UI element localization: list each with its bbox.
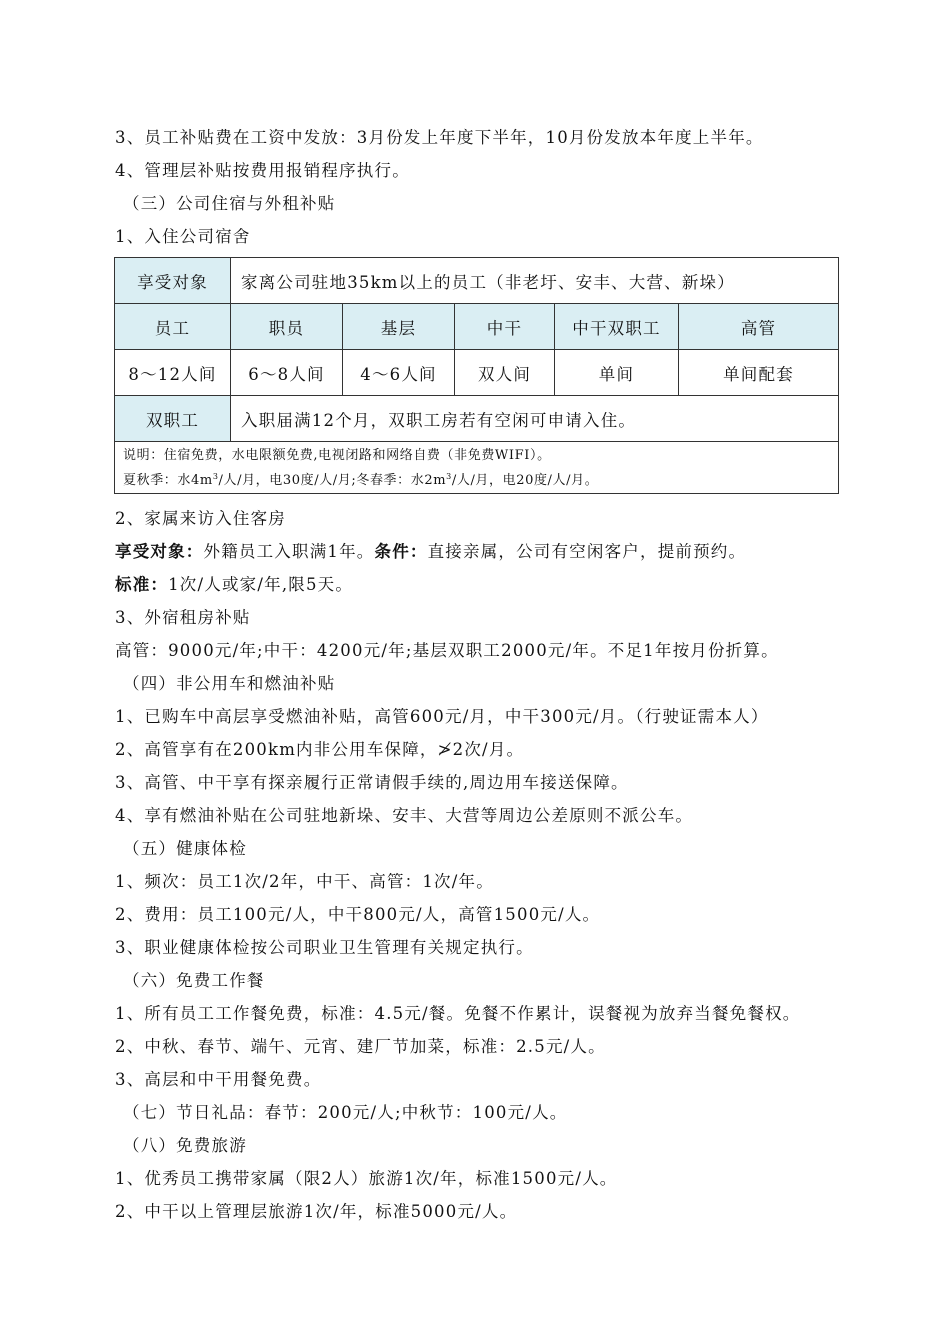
section-heading: （八）免费旅游 (123, 1136, 247, 1155)
note-line: 说明：住宿免费，水电限额免费,电视闭路和网络自费（非免费WIFI）。 (123, 447, 551, 463)
table-cell: 8～12人间 (115, 350, 231, 396)
text-line: 1、已购车中高层享受燃油补贴，高管600元/月，中干300元/月。（行驶证需本人） (115, 707, 769, 726)
section-heading: （七）节日礼品：春节：200元/人;中秋节：100元/人。 (123, 1103, 568, 1122)
bold-label: 享受对象： (115, 542, 204, 561)
table-header-row (115, 304, 839, 350)
table-cell: 单间配套 (679, 350, 839, 396)
text-line: 1、优秀员工携带家属（限2人）旅游1次/年，标准1500元/人。 (115, 1169, 618, 1188)
section-heading: （六）免费工作餐 (123, 971, 265, 990)
superscript: 3 (446, 471, 452, 481)
note-text: /人/月，电20度/人/月。 (451, 472, 599, 488)
superscript: 3 (212, 471, 219, 481)
text-line: 2、中干以上管理层旅游1次/年，标准5000元/人。 (115, 1202, 518, 1221)
text-line: 1、频次：员工1次/2年，中干、高管：1次/年。 (115, 872, 494, 891)
table-label-cell: 双职工 (115, 396, 231, 442)
table-header-cell: 职员 (231, 304, 343, 350)
text-line: 2、费用：员工100元/人，中干800元/人，高管1500元/人。 (115, 905, 601, 924)
note-line (123, 466, 830, 491)
text-line: 3、职业健康体检按公司职业卫生管理有关规定执行。 (115, 938, 534, 957)
bold-label: 条件： (374, 542, 428, 561)
text-line: 4、享有燃油补贴在公司驻地新垛、安丰、大营等周边公差原则不派公车。 (115, 806, 694, 825)
table-cell: 家离公司驻地35km以上的员工（非老圩、安丰、大营、新垛） (231, 258, 839, 304)
text-span: 外籍员工入职满1年。 (203, 542, 375, 561)
table-label-cell: 享受对象 (115, 258, 231, 304)
table-note-row (115, 442, 839, 494)
bold-label: 标准： (115, 575, 169, 594)
dormitory-table (114, 257, 839, 494)
table-row (115, 396, 839, 442)
note-text: 夏秋季：水4m (123, 472, 213, 488)
subsection-heading: 2、家属来访入住客房 (115, 509, 286, 528)
text-line (115, 541, 746, 563)
table-header-cell: 基层 (343, 304, 455, 350)
table-cell: 双人间 (455, 350, 555, 396)
table-cell: 入职届满12个月，双职工房若有空闲可申请入住。 (231, 396, 839, 442)
section-heading: （三）公司住宿与外租补贴 (123, 194, 336, 213)
text-line: 2、中秋、春节、端午、元宵、建厂节加菜，标准：2.5元/人。 (115, 1037, 606, 1056)
text-line: 高管：9000元/年;中干：4200元/年;基层双职工2000元/年。不足1年按月份折算。 (115, 641, 779, 660)
table-row (115, 350, 839, 396)
table-cell: 6～8人间 (231, 350, 343, 396)
table-cell: 单间 (555, 350, 679, 396)
table-header-cell: 员工 (115, 304, 231, 350)
text-line: 1、所有员工工作餐免费，标准：4.5元/餐。免餐不作累计，误餐视为放弃当餐免餐权。 (115, 1004, 801, 1023)
table-note (115, 442, 839, 494)
table-cell: 4～6人间 (343, 350, 455, 396)
text-line: 2、高管享有在200km内非公用车保障，≯2次/月。 (115, 740, 525, 759)
table-header-cell: 中干 (455, 304, 555, 350)
text-line: 3、员工补贴费在工资中发放：3月份发上年度下半年，10月份发放本年度上半年。 (115, 128, 764, 147)
section-heading: （四）非公用车和燃油补贴 (123, 674, 336, 693)
text-span: 直接亲属，公司有空闲客户，提前预约。 (427, 542, 747, 561)
text-line: 3、高层和中干用餐免费。 (115, 1070, 322, 1089)
table-row (115, 258, 839, 304)
table-header-cell: 高管 (679, 304, 839, 350)
table-header-cell: 中干双职工 (555, 304, 679, 350)
section-heading: （五）健康体检 (123, 839, 247, 858)
note-text: /人/月，电30度/人/月;冬春季：水2m (218, 472, 447, 488)
text-line: 3、高管、中干享有探亲履行正常请假手续的,周边用车接送保障。 (115, 773, 629, 792)
subsection-heading: 1、入住公司宿舍 (115, 227, 251, 246)
subsection-heading: 3、外宿租房补贴 (115, 608, 251, 627)
text-span: 1次/人或家/年,限5天。 (168, 575, 354, 594)
text-line: 4、管理层补贴按费用报销程序执行。 (115, 161, 410, 180)
text-line (115, 574, 353, 596)
